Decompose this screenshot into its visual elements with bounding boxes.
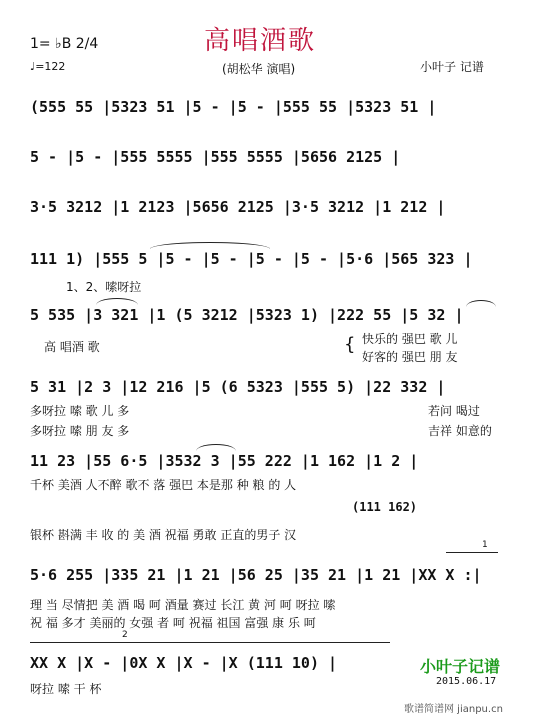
score-row-1: (555 55 |5323 51 |5 - |5 - |555 55 |5323 51 |: [30, 98, 437, 116]
score-row-6: 5 31 |2 3 |12 216 |5 (6 5323 |555 5) |22 332 |: [30, 378, 446, 396]
slur-mark: [196, 444, 236, 451]
lyrics-row-10: 呀拉 嗦 干 杯: [30, 682, 102, 696]
score-row-5: 5 535 |3 321 |1 (5 3212 |5323 1) |222 55 |5 32 |: [30, 306, 464, 324]
score-row-7: 11 23 |55 6·5 |3532 3 |55 222 |1 162 |1 2 |: [30, 452, 419, 470]
lyrics-row-9-verse-1: 理 当 尽情把 美 酒 喝 呵 酒量 赛过 长江 黄 河 呵 呀拉 嗦: [30, 598, 336, 612]
lyrics-row-8: 银杯 斟满 丰 收 的 美 酒 祝福 勇敢 正直的男子 汉: [30, 528, 297, 542]
volta-2: 2: [122, 630, 128, 640]
lyrics-row-7: 千杯 美酒 人不醉 歌不 落 强巴 本是那 种 粮 的 人: [30, 478, 297, 492]
key-signature: 1= ♭B 2/4: [30, 36, 99, 52]
score-row-10: XX X |X - |0X X |X - |X (111 10) |: [30, 654, 338, 672]
tempo-mark: ♩=122: [30, 60, 66, 73]
volta-1-line: [446, 552, 498, 553]
volta-2-line: [30, 642, 390, 643]
transcribe-date: 2015.06.17: [436, 676, 497, 687]
lyrics-row-5-verse-2: 好客的 强巴 朋 友: [362, 350, 458, 364]
page-title: 高唱酒歌: [204, 26, 317, 56]
intro-mark: 1、2、嗦呀拉: [66, 280, 142, 294]
volta-1: 1: [482, 540, 488, 550]
slur-mark: [466, 300, 496, 307]
performer-subtitle: (胡松华 演唱): [222, 62, 296, 76]
score-row-9: 5·6 255 |335 21 |1 21 |56 25 |35 21 |1 21 |XX X :|: [30, 566, 482, 584]
lyrics-row-5-verse-1: 快乐的 强巴 歌 儿: [362, 332, 458, 346]
slur-mark: [96, 298, 138, 305]
lyrics-row-9-verse-2: 祝 福 多才 美丽的 女强 者 呵 祝福 祖国 富强 康 乐 呵: [30, 616, 316, 630]
lyrics-row-5: 高 唱酒 歌: [44, 340, 100, 354]
lyrics-row-6-verse-2: 多呀拉 嗦 朋 友 多: [30, 424, 130, 438]
lyrics-row-8-bracket: (111 162): [352, 500, 418, 514]
lyrics-brace: {: [344, 334, 356, 355]
transcriber-credit: 小叶子 记谱: [420, 60, 484, 74]
score-row-2: 5 - |5 - |555 5555 |555 5555 |5656 2125 |: [30, 148, 401, 166]
brand-logo: 小叶子记谱: [420, 657, 501, 676]
lyrics-row-6-verse-1-end: 若问 喝过: [428, 404, 480, 418]
tie-mark: [150, 242, 270, 249]
score-row-3: 3·5 3212 |1 2123 |5656 2125 |3·5 3212 |1 212 |: [30, 198, 446, 216]
lyrics-row-6-verse-2-end: 吉祥 如意的: [428, 424, 492, 438]
score-row-4: 111 1) |555 5 |5 - |5 - |5 - |5 - |5·6 |565 323 |: [30, 250, 473, 268]
lyrics-row-6-verse-1: 多呀拉 嗦 歌 儿 多: [30, 404, 130, 418]
site-watermark: 歌谱简谱网 jianpu.cn: [404, 704, 503, 715]
